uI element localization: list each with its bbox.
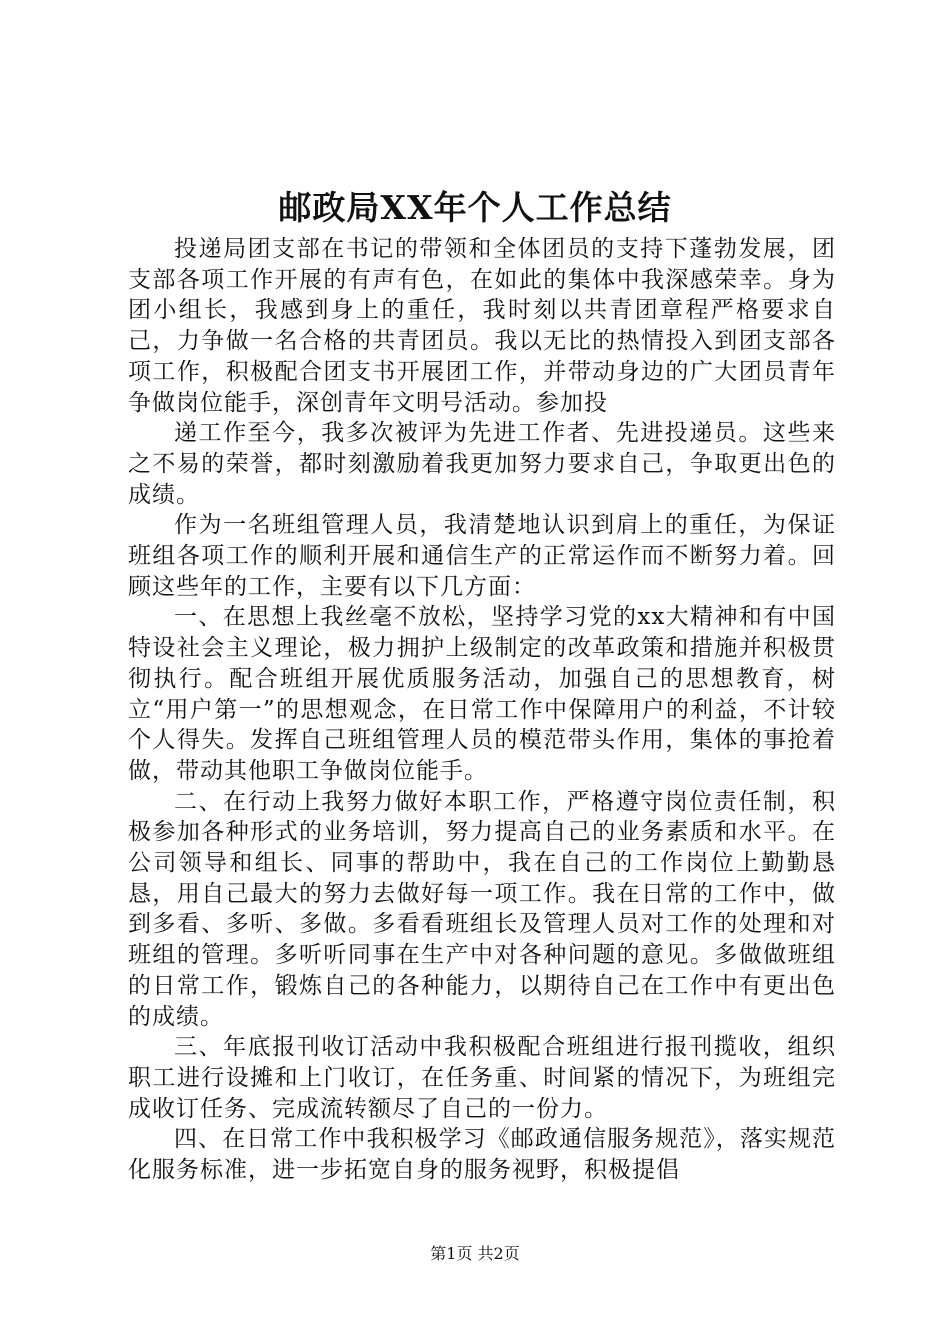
page-number-footer: 第1页 共2页 xyxy=(430,1244,520,1263)
paragraph: 一、在思想上我丝毫不放松，坚持学习党的xx大精神和有中国特设社会主义理论，极力拥护上级制定的改革政策和措施并积极贯彻执行。配合班组开展优质服务活动，加强自己的思想教育，树立“用户第一”的思想观念，在日常工作中保障用户的利益，不计较个人得失。发挥自己班组管理人员的模范带头作用，集体的事抢着做，带动其他职工争做岗位能手。 xyxy=(128,604,836,784)
paragraph: 投递局团支部在书记的带领和全体团员的支持下蓬勃发展，团支部各项工作开展的有声有色，在如此的集体中我深感荣幸。身为团小组长，我感到身上的重任，我时刻以共青团章程严格要求自己，力争做一名合格的共青团员。我以无比的热情投入到团支部各项工作，积极配合团支书开展团工作，并带动身边的广大团员青年争做岗位能手，深创青年文明号活动。参加投 xyxy=(128,236,836,416)
paragraph: 三、年底报刊收订活动中我积极配合班组进行报刊揽收，组织职工进行设摊和上门收订，在任务重、时间紧的情况下，为班组完成收订任务、完成流转额尽了自己的一份力。 xyxy=(128,1034,836,1122)
document-title: 邮政局XX年个人工作总结 xyxy=(278,188,672,227)
paragraph: 二、在行动上我努力做好本职工作，严格遵守岗位责任制，积极参加各种形式的业务培训，努力提高自己的业务素质和水平。在公司领导和组长、同事的帮助中，我在自己的工作岗位上勤勤恳恳，用自己最大的努力去做好每一项工作。我在日常的工作中，做到多看、多听、多做。多看看班组长及管理人员对工作的处理和对班组的管理。多听听同事在生产中对各种问题的意见。多做做班组的日常工作，锻炼自己的各种能力，以期待自己在工作中有更出色的成绩。 xyxy=(128,788,836,1030)
paragraph: 递工作至今，我多次被评为先进工作者、先进投递员。这些来之不易的荣誉，都时刻激励着我更加努力要求自己，争取更出色的成绩。 xyxy=(128,420,836,508)
paragraph: 作为一名班组管理人员，我清楚地认识到肩上的重任，为保证班组各项工作的顺利开展和通信生产的正常运作而不断努力着。回顾这些年的工作，主要有以下几方面： xyxy=(128,512,836,600)
paragraph: 四、在日常工作中我积极学习《邮政通信服务规范》，落实规范化服务标准，进一步拓宽自身的服务视野，积极提倡 xyxy=(128,1126,836,1184)
document-body xyxy=(128,234,836,1186)
